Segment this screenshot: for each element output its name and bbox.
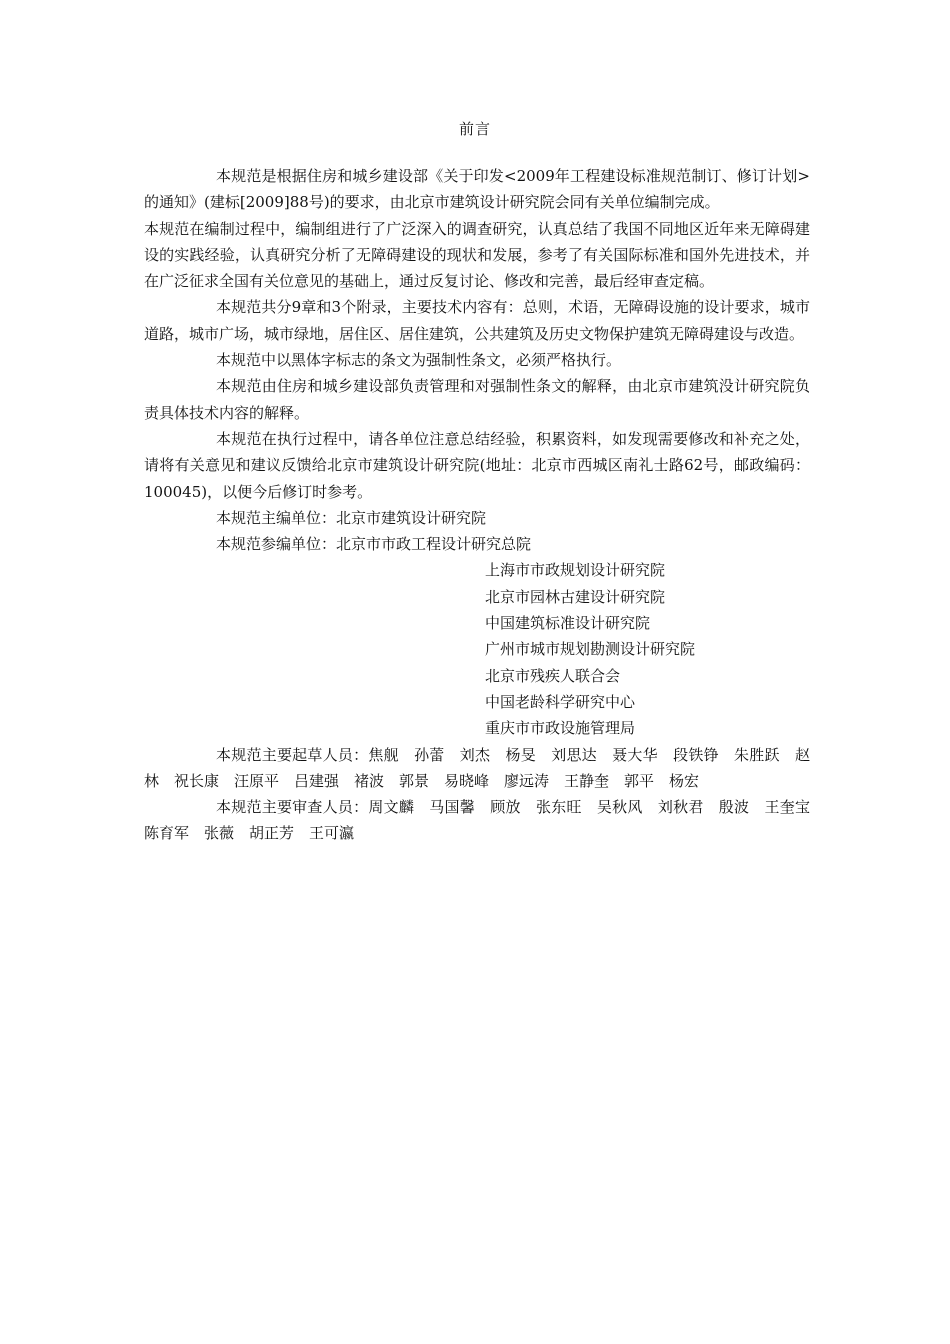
- co-editor-item: 重庆市市政设施管理局: [485, 719, 636, 738]
- chief-editor-unit: 本规范主编单位：北京市建筑设计研究院: [216, 508, 487, 527]
- paragraph-basis: 本规范是根据住房和城乡建设部《关于印发<2009年工程建设标准规范制订、修订计划>的通知》(建标[2009]88号)的要求，由北京市建筑设计研究院会同有关单位编制完成。: [144, 167, 810, 212]
- reviewers-list: 本规范主要审查人员：周文麟 马国馨 顾放 张东旺 吴秋风 刘秋君 殷波 王奎宝 陈育军 张薇 胡正芳 王可瀛: [144, 798, 826, 843]
- drafters-list: 本规范主要起草人员：焦舰 孙蕾 刘杰 杨旻 刘思达 聂大华 段铁铮 朱胜跃 赵林 祝长康 汪原平 吕建强 褚波 郭景 易晓峰 廖远涛 王静奎 郭平 杨宏: [144, 745, 810, 790]
- paragraph-contents: 本规范共分9章和3个附录，主要技术内容有：总则，术语，无障碍设施的设计要求，城市道路，城市广场，城市绿地，居住区、居住建筑，公共建筑及历史文物保护建筑无障碍建设与改造。: [144, 298, 810, 343]
- co-editor-item: 中国建筑标准设计研究院: [485, 614, 651, 633]
- document-body: [144, 163, 826, 847]
- page-title: 前言: [458, 120, 491, 138]
- co-editor-item: 广州市城市规划勘测设计研究院: [485, 640, 696, 659]
- paragraph-feedback: 本规范在执行过程中，请各单位注意总结经验，积累资料，如发现需要修改和补充之处，请将有关意见和建议反馈给北京市建筑设计研究院(地址：北京市西城区南礼士路62号，邮政编码：100045)，以便今后修订时参考。: [144, 429, 810, 501]
- co-editor-list: [144, 557, 810, 741]
- co-editor-item: 北京市园林古建设计研究院: [485, 587, 666, 606]
- co-editor-item: 北京市残疾人联合会: [485, 666, 621, 685]
- paragraph-management: 本规范由住房和城乡建设部负责管理和对强制性条文的解释，由北京市建筑没计研究院负责具体技术内容的解释。: [144, 377, 810, 422]
- paragraph-mandatory: 本规范中以黑体字标志的条文为强制性条文，必须严格执行。: [216, 351, 622, 370]
- paragraph-process: 本规范在编制过程中，编制组进行了广泛深入的调查研究，认真总结了我国不同地区近年来无障碍建设的实践经验，认真研究分析了无障碍建设的现状和发展，参考了有关国际标准和国外先进技术，并在广泛征求全国有关位意见的基础上，通过反复讨论、修改和完善，最后经审查定稿。: [144, 219, 810, 291]
- co-editor-intro: 本规范参编单位：北京市市政工程设计研究总院: [216, 535, 532, 554]
- co-editor-item: 上海市市政规划设计研究院: [485, 561, 666, 580]
- co-editor-item: 中国老龄科学研究中心: [485, 692, 636, 711]
